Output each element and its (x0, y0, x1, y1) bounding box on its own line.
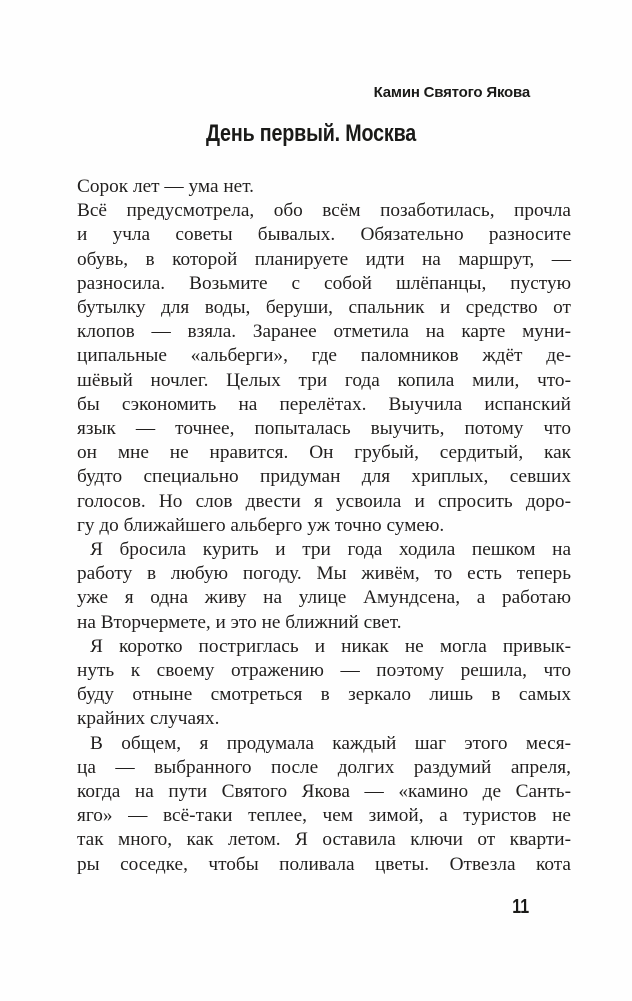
text-line: работу в любую погоду. Мы живём, то есть теперь (77, 563, 571, 585)
text-line: яго» — всё-таки теплее, чем зимой, а туристов не (77, 805, 571, 827)
text-line: будто специально придуман для хриплых, севших (77, 466, 571, 488)
text-line: на Вторчермете, и это не ближний свет. (77, 611, 402, 633)
text-line: Я бросила курить и три года ходила пешком на (90, 539, 571, 561)
running-header: Камин Святого Якова (373, 84, 530, 101)
text-line: буду отныне смотреться в зеркало лишь в самых (77, 684, 571, 706)
text-line: гу до ближайшего альберго уж точно сумею. (77, 514, 445, 536)
body-text (77, 175, 571, 877)
text-line: разносила. Возьмите с собой шлёпанцы, пустую (77, 272, 571, 294)
text-line: ца — выбранного после долгих раздумий апреля, (77, 756, 571, 778)
text-line: он мне не нравится. Он грубый, сердитый, как (77, 442, 571, 464)
text-line: ципальные «альберги», где паломников ждёт де- (77, 345, 571, 367)
text-line: так много, как летом. Я оставила ключи от кварти- (77, 829, 571, 851)
text-line: Сорок лет — ума нет. (77, 176, 255, 197)
text-line: крайних случаях. (77, 708, 220, 730)
text-line: голосов. Но слов двести я усвоила и спросить доро- (77, 490, 571, 512)
page-number: 11 (512, 896, 529, 918)
text-line: нуть к своему отражению — поэтому решила, что (77, 660, 571, 682)
text-line: бы сэкономить на перелётах. Выучила испанский (77, 393, 571, 415)
text-line: когда на пути Святого Якова — «камино де Санть- (77, 781, 571, 803)
chapter-title: День первый. Москва (205, 120, 417, 147)
text-line: клопов — взяла. Заранее отметила на карте муни- (77, 321, 571, 343)
text-line: Я коротко постриглась и никак не могла привык- (90, 635, 571, 657)
text-line: язык — точнее, попыталась выучить, потому что (77, 418, 571, 440)
text-line: бутылку для воды, беруши, спальник и средство от (77, 297, 571, 319)
text-line: и учла советы бывалых. Обязательно разносите (77, 224, 571, 246)
text-line: обувь, в которой планируете идти на маршрут, — (77, 248, 571, 270)
text-line: В общем, я продумала каждый шаг этого меся- (90, 732, 571, 754)
text-line: ры соседке, чтобы поливала цветы. Отвезла кота (77, 853, 571, 875)
text-line: шёвый ночлег. Целых три года копила мили, что- (77, 369, 571, 391)
text-line: Всё предусмотрела, обо всём позаботилась, прочла (77, 200, 571, 222)
text-line: уже я одна живу на улице Амундсена, а работаю (77, 587, 571, 609)
